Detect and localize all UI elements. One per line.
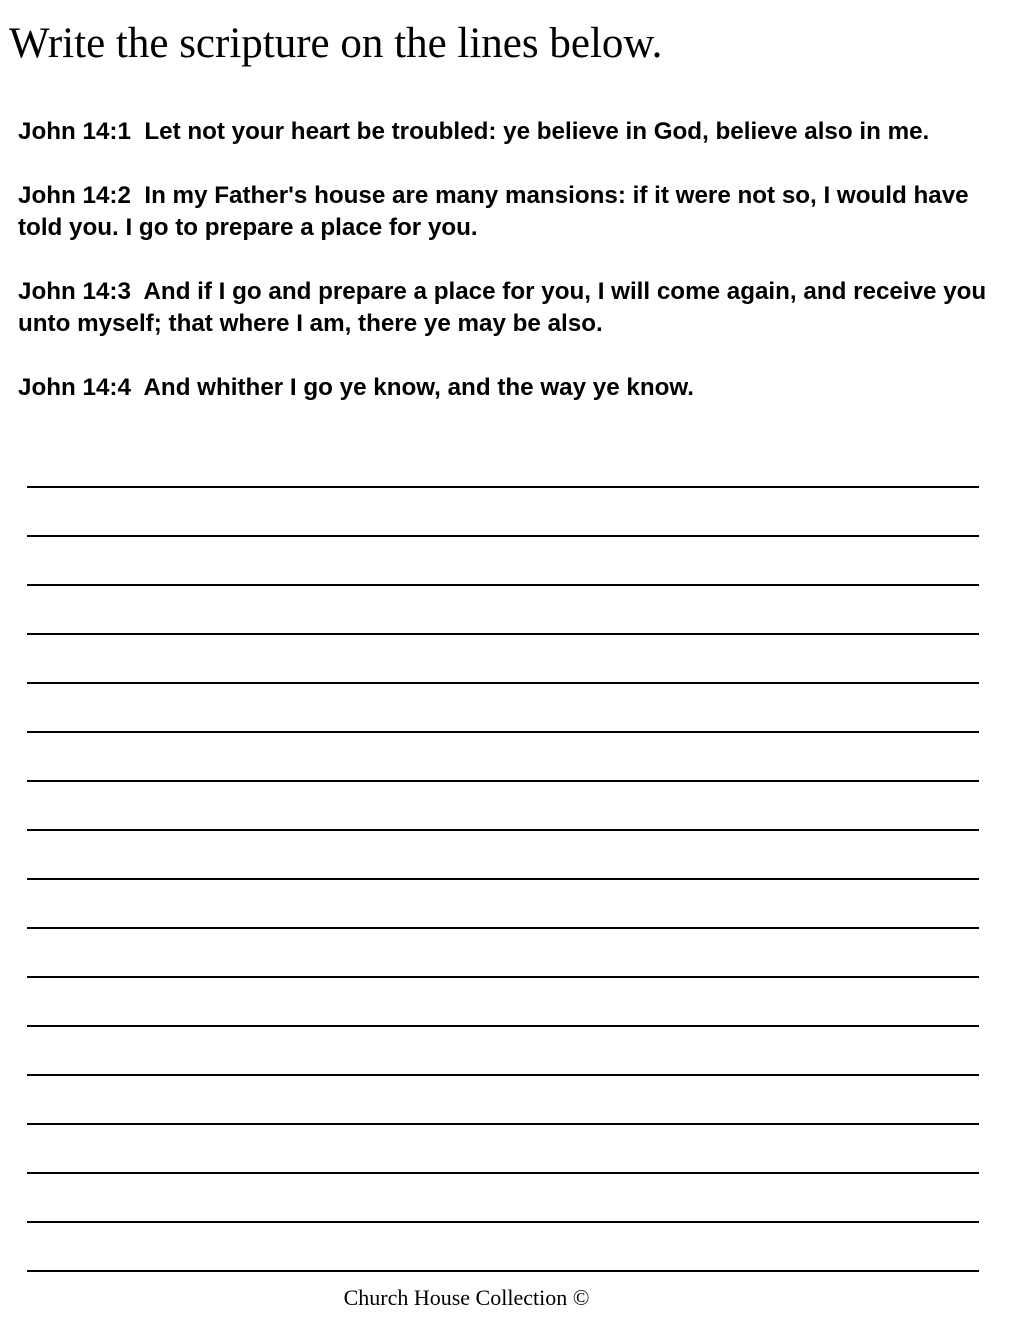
writing-line bbox=[27, 927, 979, 929]
writing-lines bbox=[27, 486, 979, 1319]
writing-line bbox=[27, 1172, 979, 1174]
writing-line bbox=[27, 633, 979, 635]
writing-line bbox=[27, 1074, 979, 1076]
writing-line bbox=[27, 1270, 979, 1272]
scripture-passage bbox=[18, 116, 1013, 436]
writing-line bbox=[27, 1025, 979, 1027]
writing-line bbox=[27, 584, 979, 586]
copyright-footer: Church House Collection © bbox=[343, 1285, 590, 1310]
verse-john-14-2: John 14:2 In my Father's house are many mansions: if it were not so, I would have told you. I go to prepare a place for you. bbox=[18, 182, 976, 241]
writing-line bbox=[27, 780, 979, 782]
writing-line bbox=[27, 486, 979, 488]
writing-line bbox=[27, 976, 979, 978]
writing-line bbox=[27, 535, 979, 537]
verse-john-14-3: John 14:3 And if I go and prepare a place for you, I will come again, and receive you unto myself; that where I am, there ye may be also. bbox=[18, 278, 993, 337]
verse-john-14-1: John 14:1 Let not your heart be troubled: ye believe in God, believe also in me. bbox=[18, 118, 930, 145]
writing-line bbox=[27, 682, 979, 684]
writing-line bbox=[27, 1123, 979, 1125]
writing-line bbox=[27, 829, 979, 831]
writing-line bbox=[27, 731, 979, 733]
writing-line bbox=[27, 1221, 979, 1223]
worksheet-title: Write the scripture on the lines below. bbox=[9, 20, 663, 67]
writing-line bbox=[27, 878, 979, 880]
verse-john-14-4: John 14:4 And whither I go ye know, and the way ye know. bbox=[18, 374, 695, 401]
